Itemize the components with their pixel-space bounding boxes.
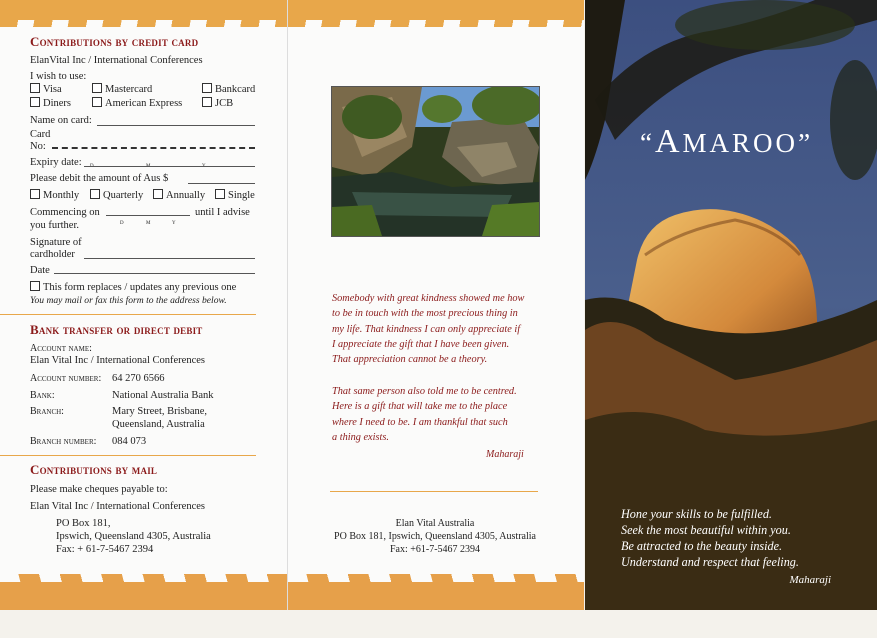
checkbox[interactable]	[92, 83, 102, 93]
card-option-bankcard[interactable]: Bankcard	[202, 83, 255, 96]
cheque-payee: Elan Vital Inc / International Conferences	[30, 501, 205, 512]
expiry-line[interactable]	[84, 166, 255, 167]
name-on-card-label: Name on card:	[30, 115, 92, 126]
mail-address-1: PO Box 181,	[56, 518, 111, 529]
freq-quarterly[interactable]: Quarterly	[90, 189, 143, 202]
date-line[interactable]	[54, 273, 255, 274]
freq-single[interactable]: Single	[215, 189, 255, 202]
bank-value: National Australia Bank	[112, 390, 214, 401]
mail-fax: Fax: + 61-7-5467 2394	[56, 544, 154, 555]
expiry-label: Expiry date:	[30, 157, 82, 168]
account-number-label: Account number:	[30, 373, 102, 384]
name-on-card-line[interactable]	[97, 125, 255, 126]
debit-amount-label: Please debit the amount of Aus $	[30, 173, 169, 184]
checkbox[interactable]	[30, 97, 40, 107]
section-divider	[0, 455, 256, 456]
checkbox[interactable]	[215, 189, 225, 199]
checkbox[interactable]	[202, 83, 212, 93]
debit-amount-line[interactable]	[188, 183, 255, 184]
card-option-mastercard[interactable]: Mastercard	[92, 83, 152, 96]
credit-payee: ElanVital Inc / International Conferences	[30, 55, 203, 66]
account-name-value: Elan Vital Inc / International Conferences	[30, 355, 205, 366]
cheques-label: Please make cheques payable to:	[30, 484, 168, 495]
org-address: PO Box 181, Ipswich, Queensland 4305, Australia	[334, 531, 536, 542]
cover-author: Maharaji	[789, 574, 831, 586]
org-name: Elan Vital Australia	[395, 518, 475, 529]
checkbox[interactable]	[30, 83, 40, 93]
card-option-jcb[interactable]: JCB	[202, 97, 233, 110]
checkbox[interactable]	[30, 189, 40, 199]
card-number-line[interactable]	[52, 147, 255, 149]
commence-d: D	[120, 221, 125, 226]
top-orange-band	[0, 0, 287, 20]
cover-title: “AMAROO”	[640, 123, 814, 160]
bank-transfer-title: Bank transfer or direct debit	[30, 322, 203, 337]
mail-address-2: Ipswich, Queensland 4305, Australia	[56, 531, 211, 542]
left-panel	[0, 0, 288, 610]
checkbox[interactable]	[153, 189, 163, 199]
credit-card-title: Contributions by credit card	[30, 34, 199, 49]
wish-to-use-label: I wish to use:	[30, 71, 87, 82]
card-option-amex[interactable]: American Express	[92, 97, 182, 110]
date-label: Date	[30, 265, 50, 276]
maharaji-quote-1: Somebody with great kindness showed me how to be in touch with the most precious thing in my life. That kindness I can only appreciate if I appreciate the gift that I have been given. That appreciation cannot be a theory.	[332, 293, 525, 366]
account-name-label: Account name:	[30, 343, 92, 354]
card-no-label: No:	[30, 141, 46, 152]
checkbox[interactable]	[30, 281, 40, 291]
checkbox[interactable]	[92, 97, 102, 107]
quote-author: Maharaji	[486, 449, 524, 460]
account-number-value: 64 270 6566	[112, 373, 165, 384]
signature-label-1: Signature of	[30, 237, 82, 248]
checkbox[interactable]	[202, 97, 212, 107]
commence-m: M	[146, 221, 151, 226]
maharaji-quote-2: That same person also told me to be centred. Here is a gift that will take me to the place where I need to be. I am thankful that such a thing exists.	[332, 386, 517, 443]
branch-line-2: Queensland, Australia	[112, 419, 205, 430]
middle-divider	[330, 491, 538, 492]
branch-number-label: Branch number:	[30, 436, 97, 447]
card-option-visa[interactable]: Visa	[30, 83, 62, 96]
top-orange-band	[288, 0, 584, 20]
cover-quote: Hone your skills to be fulfilled. Seek the most beautiful within you. Be attracted to the beauty inside. Understand and respect that feeling.	[621, 507, 799, 569]
card-label: Card	[30, 129, 51, 140]
commence-y: Y	[172, 221, 177, 226]
card-option-diners[interactable]: Diners	[30, 97, 71, 110]
bottom-orange-band	[288, 582, 584, 610]
commencing-line[interactable]	[106, 215, 190, 216]
rock-pool-photo	[331, 86, 540, 237]
signature-line[interactable]	[84, 258, 255, 259]
replace-form-option[interactable]: This form replaces / updates any previous one	[30, 281, 236, 294]
branch-number-value: 084 073	[112, 436, 147, 447]
mail-fax-note: You may mail or fax this form to the address below.	[30, 295, 227, 306]
signature-label-2: cardholder	[30, 249, 75, 260]
branch-label: Branch:	[30, 406, 64, 417]
you-further-label: you further.	[30, 220, 79, 231]
until-advise-label: until I advise	[195, 207, 250, 218]
section-divider	[0, 314, 256, 315]
commencing-label: Commencing on	[30, 207, 100, 218]
checkbox[interactable]	[90, 189, 100, 199]
freq-monthly[interactable]: Monthly	[30, 189, 79, 202]
branch-line-1: Mary Street, Brisbane,	[112, 406, 208, 417]
org-fax: Fax: +61-7-5467 2394	[389, 544, 481, 555]
bank-label: Bank:	[30, 390, 55, 401]
mail-title: Contributions by mail	[30, 462, 158, 477]
bottom-orange-band	[0, 582, 287, 610]
freq-annually[interactable]: Annually	[153, 189, 205, 202]
